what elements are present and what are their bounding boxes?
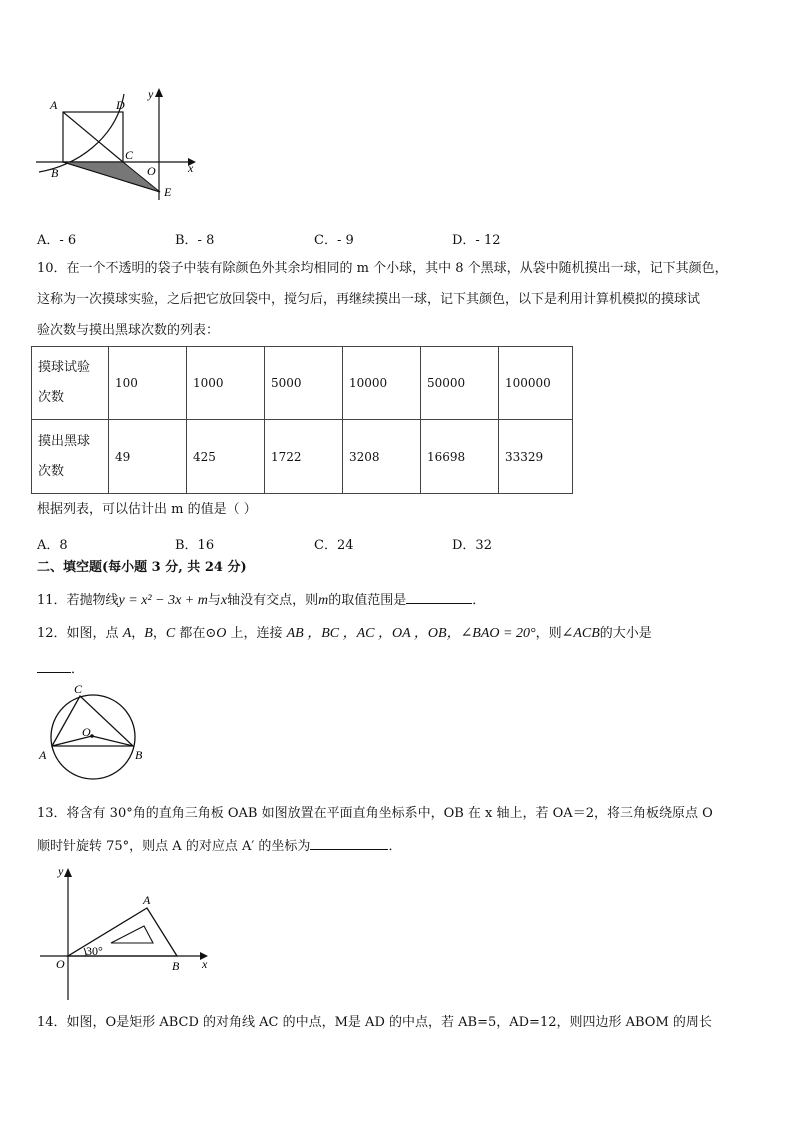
answer-blank[interactable] — [310, 837, 388, 850]
table-cell: 10000 — [343, 347, 421, 420]
answer-blank[interactable] — [406, 591, 472, 604]
q13-line-1: 13．将含有 30°角的直角三角板 OAB 如图放置在平面直角坐标系中，OB 在 x 轴上，若 OA＝2，将三角板绕原点 O — [37, 806, 713, 821]
label-B: B — [51, 166, 59, 180]
q10-option-a: A．8 — [37, 538, 68, 553]
q10-table — [31, 346, 573, 494]
table-cell: 49 — [109, 420, 187, 494]
label-D: D — [116, 98, 125, 112]
q10-line-2: 这称为一次摸球实验，之后把它放回袋中，搅匀后，再继续摸出一球，记下其颜色，以下是利用计算机模拟的摸球试 — [37, 292, 701, 307]
q12-figure — [36, 682, 152, 786]
label-A: A — [50, 98, 58, 112]
q9-option-a: A．- 6 — [37, 233, 77, 248]
table-cell: 16698 — [421, 420, 499, 494]
q9-figure — [36, 84, 206, 204]
label-B: B — [172, 959, 180, 973]
q10-line-3: 验次数与摸出黑球次数的列表： — [37, 323, 220, 338]
table-row — [32, 347, 573, 420]
table-header-cell: 摸球试验 次数 — [32, 347, 109, 420]
label-O: O — [147, 164, 156, 178]
section-2-title: 二、填空题(每小题 3 分, 共 24 分) — [37, 560, 247, 575]
label-y: y — [148, 87, 154, 101]
table-cell: 3208 — [343, 420, 421, 494]
label-B: B — [135, 748, 143, 762]
label-E: E — [164, 185, 172, 199]
table-cell: 33329 — [499, 420, 573, 494]
table-cell: 1000 — [187, 347, 265, 420]
label-O: O — [82, 725, 91, 739]
q10-option-b: B．16 — [175, 538, 215, 553]
answer-blank[interactable] — [37, 660, 71, 673]
table-row — [32, 420, 573, 494]
q14-line-1: 14．如图，O是矩形 ABCD 的对角线 AC 的中点，M是 AD 的中点，若 AB=5，AD=12，则四边形 ABOM 的周长 — [37, 1015, 712, 1030]
table-cell: 100 — [109, 347, 187, 420]
q13-figure — [36, 860, 216, 1002]
label-angle: 30° — [86, 944, 103, 958]
q10-option-c: C．24 — [314, 538, 354, 553]
q9-option-c: C．- 9 — [314, 233, 354, 248]
q9-option-d: D．- 12 — [452, 233, 501, 248]
q10-option-d: D．32 — [452, 538, 492, 553]
label-O: O — [56, 957, 65, 971]
q10-question: 根据列表，可以估计出 m 的值是（ ） — [37, 502, 257, 517]
q11-line: 11．若抛物线y = x² − 3x + m与x轴没有交点，则m的取值范围是 ． — [37, 593, 486, 608]
table-cell: 1722 — [265, 420, 343, 494]
label-C: C — [74, 682, 83, 696]
label-x: x — [202, 957, 208, 971]
label-C: C — [125, 148, 134, 162]
label-y: y — [58, 864, 64, 878]
table-header-cell: 摸出黑球 次数 — [32, 420, 109, 494]
table-cell: 50000 — [421, 347, 499, 420]
q12-line: 12．如图，点 A，B，C 都在⊙O 上，连接 AB ，BC ，AC ，OA ，OB，∠BAO = 20°，则∠ACB的大小是 — [37, 626, 652, 641]
label-x: x — [188, 161, 194, 175]
table-cell: 425 — [187, 420, 265, 494]
table-cell: 5000 — [265, 347, 343, 420]
q9-option-b: B．- 8 — [175, 233, 215, 248]
q13-line-2: 顺时针旋转 75°，则点 A 的对应点 A′ 的坐标为 ． — [37, 839, 402, 854]
label-A: A — [39, 748, 47, 762]
q10-line-1: 10．在一个不透明的袋子中装有除颜色外其余均相同的 m 个小球，其中 8 个黑球，从袋中随机摸出一球，记下其颜色， — [37, 261, 728, 276]
table-cell: 100000 — [499, 347, 573, 420]
label-A: A — [143, 893, 151, 907]
q12-answer-line: ． — [37, 660, 84, 678]
